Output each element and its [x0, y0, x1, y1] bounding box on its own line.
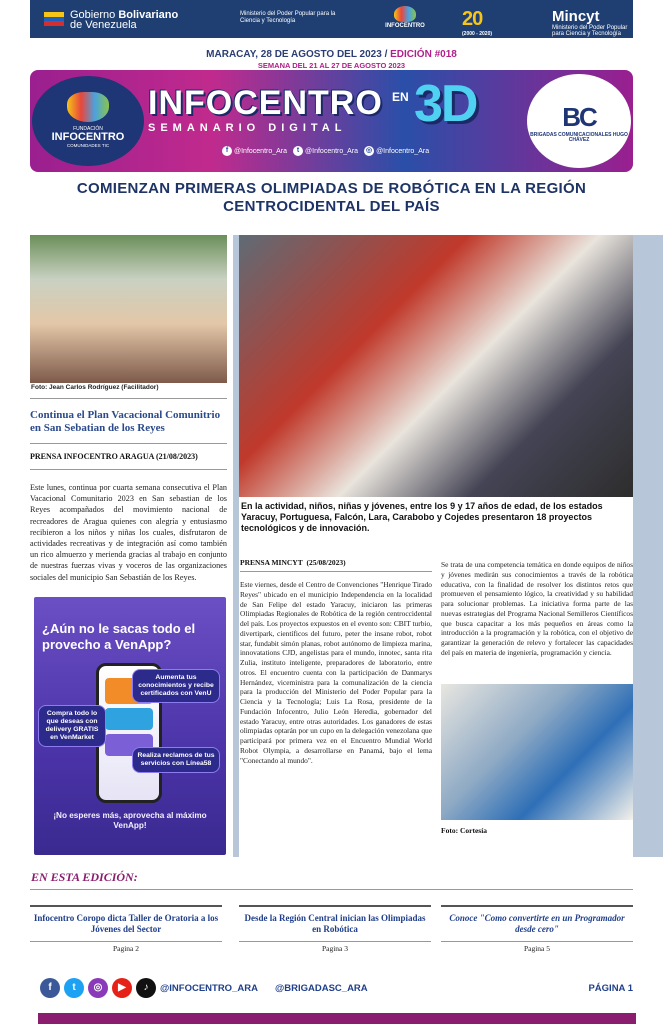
footer-handle-brigadas[interactable]: @BRIGADASC_ARA — [275, 983, 368, 994]
anniversary-logo: 20 (2000 - 2020) — [462, 8, 493, 37]
masthead-en: EN — [392, 90, 409, 104]
vacation-plan-photo — [30, 235, 227, 383]
twitter-icon[interactable]: t — [64, 978, 84, 998]
toc-item-page: Pagina 5 — [523, 944, 551, 953]
page-footer — [40, 977, 633, 999]
facebook-icon[interactable]: f — [40, 978, 60, 998]
youtube-icon[interactable]: ▶ — [112, 978, 132, 998]
week-line: SEMANA DEL 21 AL 27 DE AGOSTO 2023 — [257, 61, 406, 70]
divider — [30, 469, 227, 470]
left-photo-credit: Foto: Jean Carlos Rodríguez (Facilitador) — [31, 384, 159, 391]
toc-item[interactable] — [239, 905, 431, 953]
toc-item-title: Desde la Región Central inician las Olimpiadas en Robótica — [244, 913, 426, 934]
in-this-edition-heading: EN ESTA EDICIÓN: — [31, 870, 138, 884]
divider — [30, 889, 633, 890]
ad-bubble-venmarket: Compra todo lo que deseas con delivery GRATIS en VenMarket — [38, 705, 106, 747]
main-article-body-1: Este viernes, desde el Centro de Convenciones "Henrique Tirado Reyes" ubicado en el municipio Independencia en la localidad de San Felipe del estado Yaracuy, iniciaron las primeras Olimpiadas Regionales de Robótica de la región centroccidental del país. Los proyectos expuestos en el evento son: CBIT turbio, divertipark, científicos del futuro, peter the insane robot, robot star, fundabit simón planas, robot autónomo de limpieza marina, innovatations CJD, angelistas para el mundo, innotec, santa rita Zulia, instituto inteligente, preparadores de laboratorio, entre otros. El encuentro cuenta con la participación de Danmarys Hernández, viceministra para la comunalización de la ciencia para la producción del Ministerio del Poder Popular para la Ciencia y la Tecnología; Luis La Rosa, presidente de la Fundación Infocentro, Julio León Heredia, gobernador del estado Yaracuy, entre otras autoridades. Los ganadores de estas olimpiadas optarán por un cupo en la delegación venezolana que participará por primera vez en el Encuentro Mundial World Robot Olympia, a desarrollarse en Panamá, bajo el lema "Conectando al mundo". — [240, 580, 432, 765]
ad-bubble-linea58: Realiza reclamos de tus servicios con Línea58 — [132, 747, 220, 773]
masthead-title: INFOCENTRO — [148, 84, 383, 122]
divider — [30, 443, 227, 444]
brigadas-comunicacionales-logo: BC BRIGADAS COMUNICACIONALES HUGO CHÁVEZ — [527, 74, 631, 168]
toc-item-page: Pagina 3 — [321, 944, 349, 953]
left-article — [30, 398, 227, 583]
left-article-byline: PRENSA INFOCENTRO ARAGUA (21/08/2023) — [30, 452, 198, 461]
main-article-column-2 — [441, 560, 633, 658]
instagram-handle[interactable]: ◎ @Infocentro_Ara — [366, 147, 430, 155]
masthead-banner — [30, 70, 633, 172]
divider — [30, 398, 227, 399]
facebook-icon: f — [222, 146, 232, 156]
edition-number: EDICIÓN #018 — [390, 49, 457, 60]
instagram-icon[interactable]: ◎ — [88, 978, 108, 998]
fundacion-infocentro-logo: FUNDACIÓN INFOCENTRO COMUNIDADES TIC — [32, 76, 144, 166]
toc-item[interactable] — [30, 905, 222, 953]
masthead-3d: 3D — [414, 75, 477, 133]
infocentro-logo: INFOCENTRO — [375, 6, 435, 34]
footer-handle-infocentro[interactable]: @INFOCENTRO_ARA — [160, 983, 258, 994]
infocentro-mark-icon — [394, 6, 416, 22]
venezuela-flag-icon — [44, 12, 64, 26]
toc-item[interactable] — [441, 905, 633, 953]
facebook-handle[interactable]: f @Infocentro_Ara — [222, 146, 287, 156]
tiktok-icon[interactable]: ♪ — [136, 978, 156, 998]
left-article-title: Continua el Plan Vacacional Comunitrio en San Sebatian de los Reyes — [30, 409, 221, 434]
gobierno-logo: Gobierno Bolivariano de Venezuela — [70, 9, 179, 31]
robotics-olympiad-photo — [239, 235, 633, 497]
ad-headline: ¿Aún no le sacas todo el provecho a VenApp? — [42, 621, 196, 652]
date-line: MARACAY, 28 DE AGOSTO DEL 2023 / EDICIÓN #018 — [206, 49, 457, 60]
divider — [240, 571, 432, 572]
main-photo-caption: En la actividad, niños, niñas y jóvenes, entre los 9 y 17 años de edad, de los estados Yaracuy, Portuguesa, Falcón, Lara, Carabobo y Cojedes presentaron 18 proyectos tecnológicos y de innovación. — [241, 501, 603, 533]
twitter-handle[interactable]: t @Infocentro_Ara — [293, 146, 358, 156]
main-article-column-1 — [240, 558, 432, 765]
masthead-subtitle: SEMANARIO DIGITAL — [148, 122, 347, 134]
ad-bubble-venu: Aumenta tus conocimientos y recibe certificados con VenU — [132, 669, 220, 703]
banner-social-handles — [222, 146, 429, 156]
main-headline: COMIENZAN PRIMERAS OLIMPIADAS DE ROBÓTICA EN LA REGIÓN CENTROCIDENTAL DEL PAÍS — [76, 180, 587, 215]
twitter-icon: t — [293, 146, 303, 156]
toc-item-title: Infocentro Coropo dicta Taller de Oratoria a los Jóvenes del Sector — [33, 913, 219, 934]
students-robot-photo — [441, 684, 633, 820]
toc-item-page: Pagina 2 — [112, 944, 140, 953]
toc-item-title: Conoce "Como convertirte en un Programador desde cero" — [449, 913, 625, 934]
instagram-icon: ◎ — [366, 147, 373, 154]
infocentro-mark-icon — [67, 92, 109, 122]
main-article-body-2: Se trata de una competencia temática en donde equipos de niños y jóvenes medirán sus conocimientos a través de la robótica educativa, con la finalidad de resolver los distintos retos que promueven el pensamiento lógico, la creatividad y su habilidad para solucionar problemas. La iniciativa forma parte de las nuevas estrategias del Programa Nacional Semilleros Científicos que busca capacitar a los más pequeños en áreas como la introducción a la programación y la robótica, con el objetivo de garantizar la generación de relevo y fortalecer las capacidades del país en materia de ingeniería, programación y ciencia. — [441, 560, 633, 657]
footer-color-bar — [38, 1013, 636, 1024]
venapp-advertisement[interactable] — [34, 597, 226, 855]
page-number: PÁGINA 1 — [588, 983, 633, 994]
ministerio-text: Ministerio del Poder Popular para la Ciencia y Tecnología — [240, 11, 336, 24]
main-photo-credit: Foto: Cortesía — [441, 826, 488, 835]
mincyt-logo: Mincyt Ministerio del Poder Popular para Ciencia y Tecnología — [552, 8, 628, 37]
left-article-body: Este lunes, continua por cuarta semana consecutiva el Plan Vacacional Comunitario 2023 en San sebastian de los Reyes acompañados del movimiento nacional de recreadores de Aragua quienes con alegría y entusiasmo recibieron a los niños y niñas los cuales, disfrutaron de actividades recreativas y de integración así como también un rico almuerzo y merienda gracias al trabajo en conjunto de nuestras fuerzas vivas y voceros de las organizaciones sociales del municipio San Sebastián de los Reyes. — [30, 483, 227, 582]
government-header-bar — [30, 0, 633, 38]
main-article-byline: PRENSA MINCYT (25/08/2023) — [240, 558, 346, 567]
ad-footer: ¡No esperes más, aprovecha al máximo VenApp! — [53, 811, 207, 830]
